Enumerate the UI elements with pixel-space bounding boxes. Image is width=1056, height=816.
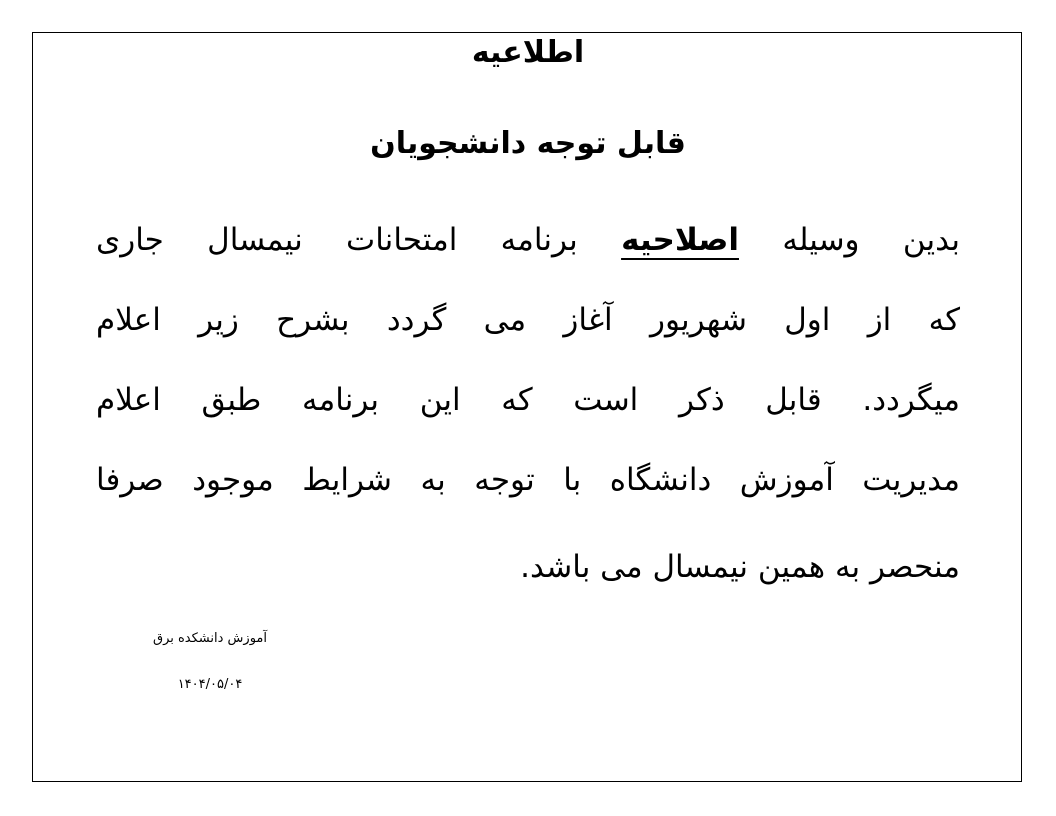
notice-title: اطلاعیه [471, 35, 585, 70]
body-text: بدین وسیله [738, 222, 960, 258]
notice-body-line-2: که از اول شهریور آغاز می گردد بشرح زیر اعلام [96, 302, 960, 338]
correction-keyword: اصلاحیه [621, 222, 739, 258]
notice-date: ۱۴۰۴/۰۵/۰۴ [177, 677, 243, 692]
notice-subtitle: قابل توجه دانشجویان [370, 126, 686, 161]
body-text: برنامه امتحانات نیمسال جاری [96, 222, 622, 258]
notice-body-line-4: مدیریت آموزش دانشگاه با توجه به شرایط موجود صرفا [96, 462, 960, 498]
signature-department: آموزش دانشکده برق [152, 631, 267, 646]
notice-body-line-5: منحصر به همین نیمسال می باشد. [520, 549, 960, 585]
notice-body-line-3: میگردد. قابل ذکر است که این برنامه طبق اعلام [96, 382, 960, 418]
notice-body-line-1 [96, 218, 960, 262]
